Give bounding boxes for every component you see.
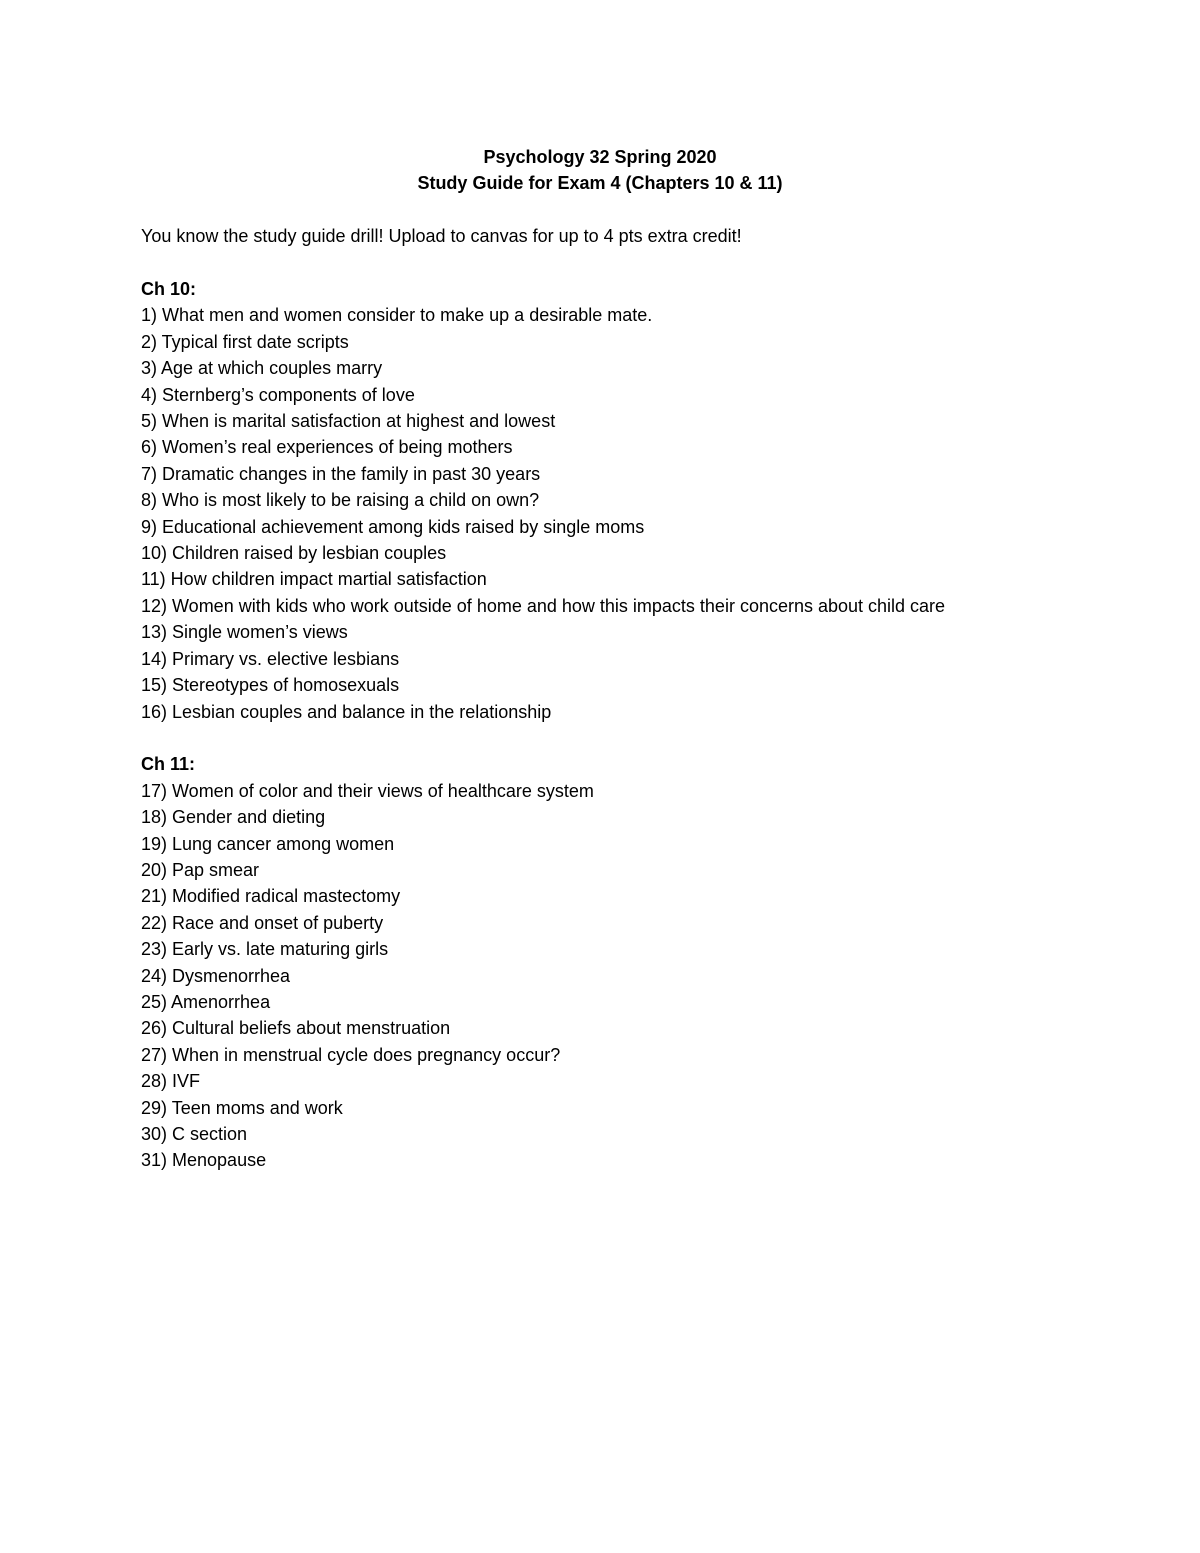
study-item: 11) How children impact martial satisfaction bbox=[141, 569, 487, 590]
study-item: 29) Teen moms and work bbox=[141, 1097, 343, 1118]
study-item: 4) Sternberg’s components of love bbox=[141, 384, 415, 405]
study-item: 31) Menopause bbox=[141, 1150, 267, 1171]
study-item: 27) When in menstrual cycle does pregnancy occur? bbox=[141, 1044, 561, 1065]
study-item: 15) Stereotypes of homosexuals bbox=[141, 675, 400, 696]
section-ch11 bbox=[141, 751, 1081, 1174]
section-heading: Ch 11: bbox=[141, 754, 196, 775]
intro-text: You know the study guide drill! Upload to canvas for up to 4 pts extra credit! bbox=[141, 226, 742, 247]
study-item: 12) Women with kids who work outside of home and how this impacts their concerns about child care bbox=[141, 595, 946, 616]
study-item: 9) Educational achievement among kids raised by single moms bbox=[141, 516, 645, 537]
study-item: 3) Age at which couples marry bbox=[141, 358, 383, 379]
study-item: 22) Race and onset of puberty bbox=[141, 912, 384, 933]
study-item: 21) Modified radical mastectomy bbox=[141, 886, 401, 907]
study-item: 7) Dramatic changes in the family in past 30 years bbox=[141, 463, 541, 484]
study-item: 30) C section bbox=[141, 1123, 248, 1144]
study-item: 25) Amenorrhea bbox=[141, 991, 271, 1012]
study-item-list bbox=[141, 302, 1081, 725]
document-page bbox=[141, 144, 1081, 1200]
study-item: 5) When is marital satisfaction at highest and lowest bbox=[141, 411, 556, 432]
study-item: 19) Lung cancer among women bbox=[141, 833, 395, 854]
document-title-line-1: Psychology 32 Spring 2020 bbox=[483, 147, 717, 167]
study-item: 18) Gender and dieting bbox=[141, 807, 326, 828]
study-item: 1) What men and women consider to make up a desirable mate. bbox=[141, 305, 653, 326]
study-item: 20) Pap smear bbox=[141, 859, 260, 880]
study-item: 8) Who is most likely to be raising a child on own? bbox=[141, 490, 540, 511]
study-item: 24) Dysmenorrhea bbox=[141, 965, 291, 986]
section-ch10 bbox=[141, 276, 1081, 725]
study-item: 17) Women of color and their views of healthcare system bbox=[141, 780, 594, 801]
study-item: 6) Women’s real experiences of being mothers bbox=[141, 437, 513, 458]
document-title-line-2: Study Guide for Exam 4 (Chapters 10 & 11) bbox=[417, 173, 783, 194]
study-item: 13) Single women’s views bbox=[141, 622, 348, 643]
study-item: 26) Cultural beliefs about menstruation bbox=[141, 1018, 451, 1039]
section-heading: Ch 10: bbox=[141, 279, 197, 299]
study-item: 23) Early vs. late maturing girls bbox=[141, 939, 389, 960]
study-item: 16) Lesbian couples and balance in the relationship bbox=[141, 701, 552, 722]
study-item: 10) Children raised by lesbian couples bbox=[141, 543, 447, 564]
study-item: 28) IVF bbox=[141, 1071, 201, 1092]
study-item: 14) Primary vs. elective lesbians bbox=[141, 648, 400, 669]
study-item-list bbox=[141, 778, 1081, 1174]
study-item: 2) Typical first date scripts bbox=[141, 331, 349, 352]
